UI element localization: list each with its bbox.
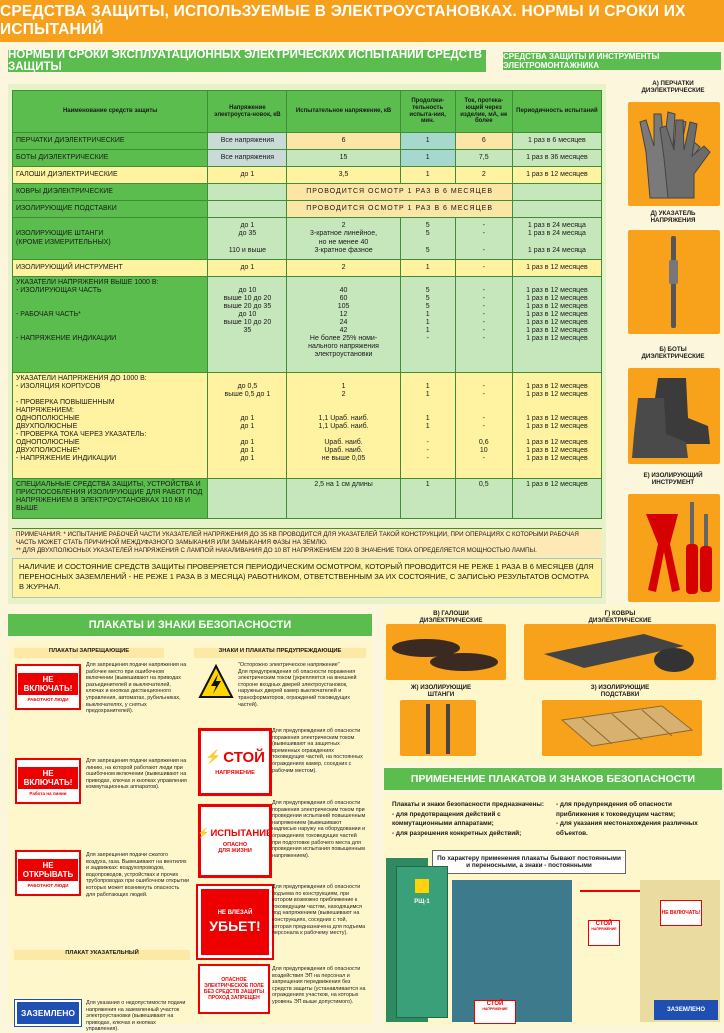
desc-sign4: Для указания о недопустимости подачи напряжения на заземленный участок электроустановки (вывешивают на приводах, ключах и кнопках управления). — [86, 1000, 186, 1033]
row-duration: 1 1 1 1 - - - — [400, 373, 455, 479]
table-row — [13, 201, 602, 218]
row-period: 1 раз в 24 месяца 1 раз в 24 месяца 1 раз в 24 месяца — [512, 218, 601, 260]
sign-sub-text: НАПРЯЖЕНИЕ — [482, 1007, 508, 1011]
desc-stop: Для предупреждения об опасности поражения электрическим током (вывешивают на защитных временных ограждениях токоведущих частей, на постоянных ограждениях камер, соседних с рабочим местом). — [272, 728, 363, 774]
row-name: ИЗОЛИРУЮЩИЕ ШТАНГИ (КРОМЕ ИЗМЕРИТЕЛЬНЫХ) — [13, 218, 208, 260]
row-duration: 1 — [400, 479, 455, 519]
warning-triangle — [198, 664, 234, 700]
row-name: БОТЫ ДИЭЛЕКТРИЧЕСКИЕ — [13, 150, 208, 167]
galoshes-icon — [386, 624, 506, 680]
posters-section-title: ПЛАКАТЫ И ЗНАКИ БЕЗОПАСНОСТИ — [8, 614, 372, 636]
row-voltage: Все напряжения — [208, 150, 287, 167]
carpets-image — [524, 624, 716, 680]
pliers-icon — [628, 494, 720, 602]
warning-subheading: ЗНАКИ И ПЛАКАТЫ ПРЕДУПРЕЖДАЮЩИЕ — [194, 648, 366, 658]
row-current: - - - — [455, 218, 512, 260]
usage-right-line: - для предупреждения об опасности приближения к токоведущим частям; — [556, 801, 676, 818]
galoshes-image — [386, 624, 506, 680]
desc-sign1: Для запрещения подачи напряжения на рабочее место при ошибочном включении (вывешивают на приводах разъединителей и выключателей, ключах и кнопках дистанционного управления, автоматах, рубильниках, выключателях, у снятых предохранителей). — [86, 662, 187, 715]
sign-main-text: ИСПЫТАНИЕ — [210, 828, 273, 839]
boots-image — [628, 368, 720, 464]
usage-right-text — [556, 800, 716, 838]
desc-test: Для предупреждения об опасности поражения электрическим током при проведении испытаний повышенным напряжением (вывешивают надписью наружу на оборудовании и ограждениях токоведущих частей при подготовке рабочего места для проведения испытания повышенным напряжением). — [272, 800, 366, 859]
table-row — [13, 373, 602, 479]
sign-main-text: СТОЙ — [223, 748, 265, 766]
row-duration: 1 — [400, 260, 455, 277]
row-current: - - - - - - - — [455, 277, 512, 373]
sign-sub-text: РАБОТАЮТ ЛЮДИ — [27, 882, 69, 888]
row-period: 1 раз в 36 месяцев — [512, 150, 601, 167]
row-voltage: до 0,5 выше 0,5 до 1 до 1 до 1 до 1 до 1 до 1 — [208, 373, 287, 479]
sign-stoy — [198, 728, 272, 796]
row-current: 7,5 — [455, 150, 512, 167]
sign-ne-otkryvat — [15, 850, 81, 896]
usage-left-text — [392, 800, 552, 838]
row-test: 3,5 — [287, 167, 400, 184]
high-voltage-warning-icon — [198, 664, 234, 700]
tool-label-rods: Ж) ИЗОЛИРУЮЩИЕ ШТАНГИ — [410, 684, 472, 699]
lightning-icon: ⚡ — [205, 749, 222, 764]
row-duration: 5 5 5 1 1 1 - — [400, 277, 455, 373]
row-duration: 1 — [400, 167, 455, 184]
sign-sub-text: ОПАСНО ДЛЯ ЖИЗНИ — [218, 842, 252, 854]
stands-image — [542, 700, 702, 756]
insulating-stand-icon — [542, 700, 702, 756]
usage-middle-box: По характеру применения плакаты бывают постоянными и переносными, а знаки - постоянными — [432, 850, 626, 874]
table-row — [13, 479, 602, 519]
row-test: 40 60 105 12 24 42 Не более 25% номи- нального напряжения электроустановки — [287, 277, 400, 373]
row-name: УКАЗАТЕЛИ НАПРЯЖЕНИЯ ДО 1000 В: - ИЗОЛЯЦИЯ КОРПУСОВ - ПРОВЕРКА ПОВЫШЕННЫМ НАПРЯЖЕНИЕМ: ОДНОПОЛЮСНЫЕ ДВУХПОЛЮСНЫЕ - ПРОВЕРКА ТОКА ЧЕРЕЗ УКАЗАТЕЛЬ: ОДНОПОЛЮСНЫЕ ДВУХПОЛЮСНЫЕ* - НАПРЯЖЕНИЕ ИНДИКАЦИИ — [13, 373, 208, 479]
sign-ne-vklyuchat-line — [15, 758, 81, 804]
usage-left-line: - для предотвращения действий с коммутационными аппаратами; — [392, 810, 501, 828]
table-row — [13, 184, 602, 201]
voltage-indicator-icon — [628, 230, 720, 334]
row-current: - - - - 0,6 10 - — [455, 373, 512, 479]
row-span-text: ПРОВОДИТСЯ ОСМОТР 1 РАЗ В 6 МЕСЯЦЕВ — [287, 201, 512, 218]
row-test: 2 — [287, 260, 400, 277]
sign-ne-vklyuchat-people — [15, 664, 81, 710]
usage-left-line: Плакаты и знаки безопасности предназначены: — [392, 801, 544, 808]
table-row — [13, 150, 602, 167]
table-row — [13, 260, 602, 277]
tool-label-gloves: А) ПЕРЧАТКИ ДИЭЛЕКТРИЧЕСКИЕ — [641, 80, 705, 95]
table-row — [13, 167, 602, 184]
sign-main-text: УБЬЕТ! — [209, 918, 261, 934]
row-name: СПЕЦИАЛЬНЫЕ СРЕДСТВА ЗАЩИТЫ, УСТРОЙСТВА И ПРИСПОСОБЛЕНИЯ ИЗОЛИРУЮЩИЕ ДЛЯ РАБОТ ПОД НАПРЯЖЕНИЕМ В ЭЛЕКТРОУСТАНОВКАХ 110 КВ И ВЫШЕ — [13, 479, 208, 519]
sign-main-text: НЕ ВКЛЮЧАТЬ! — [18, 673, 78, 695]
col-header-current: Ток, протека-ющий через изделие, мА, не более — [455, 91, 512, 133]
insulating-rods-icon — [400, 700, 476, 756]
boots-icon — [628, 368, 720, 464]
row-duration: 1 — [400, 150, 455, 167]
row-name: ГАЛОШИ ДИЭЛЕКТРИЧЕСКИЕ — [13, 167, 208, 184]
row-period: 1 раз в 12 месяцев — [512, 479, 601, 519]
sign-sub-text: НАПРЯЖЕНИЕ — [591, 927, 617, 931]
table-row — [13, 277, 602, 373]
lightning-icon: ⚡ — [197, 828, 210, 839]
indicative-subheading: ПЛАКАТ УКАЗАТЕЛЬНЫЙ — [14, 950, 190, 960]
tool-label-stands: З) ИЗОЛИРУЮЩИЕ ПОДСТАВКИ — [590, 684, 650, 699]
row-duration: 5 5 5 — [400, 218, 455, 260]
sign-ispytanie — [198, 804, 272, 878]
row-test: 15 — [287, 150, 400, 167]
indicator-image — [628, 230, 720, 334]
desc-area: Для предупреждения об опасности воздействия ЭП на персонал и запрещения передвижения без средств защиты (устанавливается на ограждениях участков, на которых уровень ЭП выше допустимого). — [272, 966, 366, 1005]
sign-main-text: НЕ ВКЛЮЧАТЬ! — [18, 767, 78, 789]
tool-label-boots: Б) БОТЫ ДИЭЛЕКТРИЧЕСКИЕ — [641, 346, 705, 361]
row-name: КОВРЫ ДИЭЛЕКТРИЧЕСКИЕ — [13, 184, 208, 201]
tool-label-instrument: Е) ИЗОЛИРУЮЩИЙ ИНСТРУМЕНТ — [643, 472, 703, 487]
sign-main-text: СТОЙ — [486, 1001, 504, 1007]
col-header-name: Наименование средств защиты — [13, 91, 208, 133]
table-row — [13, 218, 602, 260]
instrument-image — [628, 494, 720, 602]
gloves-icon — [628, 102, 720, 206]
row-period: 1 раз в 12 месяцев 1 раз в 12 месяцев 1 раз в 12 месяцев 1 раз в 12 месяцев 1 раз в 12 месяцев 1 раз в 12 месяцев 1 раз в 12 месяцев — [512, 277, 601, 373]
sign-main-text: СТОЙ — [595, 921, 613, 927]
usage-right-line: - для указания местонахождения различных объектов. — [556, 820, 698, 837]
row-voltage: до 10 выше 10 до 20 выше 20 до 35 до 10 выше 10 до 20 35 — [208, 277, 287, 373]
tools-section-title: СРЕДСТВА ЗАЩИТЫ И ИНСТРУМЕНТЫ ЭЛЕКТРОМОНТАЖНИКА — [503, 52, 721, 70]
tool-label-galoshes: В) ГАЛОШИ ДИЭЛЕКТРИЧЕСКИЕ — [419, 610, 483, 625]
row-name: ПЕРЧАТКИ ДИЭЛЕКТРИЧЕСКИЕ — [13, 133, 208, 150]
col-header-duration: Продолжи-тельность испыта-ния, мин. — [400, 91, 455, 133]
rods-image — [400, 700, 476, 756]
row-period: 1 раз в 6 месяцев — [512, 133, 601, 150]
row-current: 0,5 — [455, 479, 512, 519]
inspection-note: НАЛИЧИЕ И СОСТОЯНИЕ СРЕДСТВ ЗАЩИТЫ ПРОВЕРЯЕТСЯ ПЕРИОДИЧЕСКИМ ОСМОТРОМ, КОТОРЫЙ ПРОВОДИТСЯ НЕ РЕЖЕ 1 РАЗА В 6 МЕСЯЦЕВ (ДЛЯ ПЕРЕНОСНЫХ ЗАЗЕМЛЕНИЙ - НЕ РЕЖЕ 1 РАЗА В 3 МЕСЯЦА) РАБОТНИКОМ, ОТВЕТСТВЕННЫМ ЗА ИХ СОСТОЯНИЕ, С ЗАПИСЬЮ РЕЗУЛЬТАТОВ ОСМОТРА В ЖУРНАЛ. — [12, 558, 602, 598]
warning-sticker-icon: ⚡ — [415, 880, 429, 891]
row-name: ИЗОЛИРУЮЩИЕ ПОДСТАВКИ — [13, 201, 208, 218]
row-duration: 1 — [400, 133, 455, 150]
sign-top-text: НЕ ВЛЕЗАЙ — [217, 910, 253, 916]
row-current: - — [455, 260, 512, 277]
row-period: 1 раз в 12 месяцев 1 раз в 12 месяцев 1 раз в 12 месяцев 1 раз в 12 месяцев 1 раз в 12 месяцев 1 раз в 12 месяцев 1 раз в 12 месяцев — [512, 373, 601, 479]
prohibit-subheading: ПЛАКАТЫ ЗАПРЕЩАЮЩИЕ — [14, 648, 164, 658]
tool-label-carpets: Г) КОВРЫ ДИЭЛЕКТРИЧЕСКИЕ — [588, 610, 652, 625]
barrier-rope — [580, 890, 640, 892]
table-notes: ПРИМЕЧАНИЯ: * ИСПЫТАНИЕ РАБОЧЕЙ ЧАСТИ УКАЗАТЕЛЕЙ НАПРЯЖЕНИЯ ДО 35 КВ ПРОВОДИТСЯ ДЛЯ УКАЗАТЕЛЕЙ ТАКОЙ КОНСТРУКЦИИ, ПРИ ОПЕРАЦИЯХ С КОТОРЫМИ РАБОЧАЯ ЧАСТЬ МОЖЕТ СТАТЬ ПРИЧИНОЙ МЕЖДУФАЗНОГО ЗАМЫКАНИЯ ИЛИ ЗАМЫКАНИЯ ФАЗЫ НА ЗЕМЛЮ. ** ДЛЯ ДВУХПОЛЮСНЫХ УКАЗАТЕЛЕЙ НАПРЯЖЕНИЯ С ЛАМПОЙ НАКАЛИВАНИЯ ДО 10 ВТ НАПРЯЖЕНИЕМ 220 В ЗНАЧЕНИЕ ТОКА ОПРЕДЕЛЯЕТСЯ МОЩНОСТЬЮ ЛАМПЫ. — [12, 528, 602, 556]
row-voltage: до 1 до 35 110 и выше — [208, 218, 287, 260]
row-current: 6 — [455, 133, 512, 150]
col-header-voltage: Напряжение электроуста-новок, кВ — [208, 91, 287, 133]
row-name: ИЗОЛИРУЮЩИЙ ИНСТРУМЕНТ — [13, 260, 208, 277]
usage-section-title: ПРИМЕНЕНИЕ ПЛАКАТОВ И ЗНАКОВ БЕЗОПАСНОСТИ — [384, 768, 722, 790]
norms-section-title: НОРМЫ И СРОКИ ЭКСПЛУАТАЦИОННЫХ ЭЛЕКТРИЧЕСКИХ ИСПЫТАНИЙ СРЕДСТВ ЗАЩИТЫ — [8, 50, 486, 72]
cabinet-illustration — [396, 866, 448, 1018]
desc-sign3: Для запрещения подачи сжатого воздуха, газа. Вывешивают на вентилях и задвижках: воздухопроводов, водопроводов, устройствах и прочих трубопроводах при ошибочном открытии которых может возникнуть опасность для работающих людей. — [86, 852, 189, 898]
row-period: 1 раз в 12 месяцев — [512, 260, 601, 277]
usage-left-line: - для разрешения конкретных действий; — [392, 829, 522, 837]
small-stop-sign — [474, 1000, 516, 1024]
row-period: 1 раз в 12 месяцев — [512, 167, 601, 184]
table-row — [13, 133, 602, 150]
desc-kill: Для предупреждения об опасности подъема по конструкциям, при котором возможно приближение к токоведущим частям, находящимся под напряжением (вывешивают на конструкциях, соседних с той, которая предназначена для подъема персонала к рабочему месту). — [272, 884, 366, 937]
row-voltage: до 1 — [208, 260, 287, 277]
small-stop-sign-2 — [588, 920, 620, 946]
row-voltage: Все напряжения — [208, 133, 287, 150]
row-voltage: до 1 — [208, 167, 287, 184]
row-span-text: ПРОВОДИТСЯ ОСМОТР 1 РАЗ В 6 МЕСЯЦЕВ — [287, 184, 512, 201]
row-current: 2 — [455, 167, 512, 184]
sign-sub-text: НАПРЯЖЕНИЕ — [215, 769, 255, 776]
small-zazemleno-sign: ЗАЗЕМЛЕНО — [654, 1000, 718, 1020]
sign-sub-text: РАБОТАЮТ ЛЮДИ — [27, 696, 69, 702]
carpet-roll-icon — [524, 624, 716, 680]
row-test: 1 2 1,1 Uраб. наиб. 1,1 Uраб. наиб. Uраб. наиб. Uраб. наиб. не выше 0,05 — [287, 373, 400, 479]
sign-zazemleno: ЗАЗЕМЛЕНО — [15, 1000, 81, 1026]
gloves-image — [628, 102, 720, 206]
norms-table — [12, 90, 602, 519]
sign-main-text: НЕ ОТКРЫВАТЬ — [18, 859, 78, 881]
main-title: СРЕДСТВА ЗАЩИТЫ, ИСПОЛЬЗУЕМЫЕ В ЭЛЕКТРОУСТАНОВКАХ. НОРМЫ И СРОКИ ИХ ИСПЫТАНИЙ — [0, 0, 724, 42]
row-name: УКАЗАТЕЛИ НАПРЯЖЕНИЯ ВЫШЕ 1000 В: - ИЗОЛИРУЮЩАЯ ЧАСТЬ - РАБОЧАЯ ЧАСТЬ* - НАПРЯЖЕНИЕ ИНДИКАЦИИ — [13, 277, 208, 373]
row-test: 2 3-кратное линейное, но не менее 40 3-кратное фазное — [287, 218, 400, 260]
col-header-period: Периодичность испытаний — [512, 91, 601, 133]
desc-sign2: Для запрещения подачи напряжения на линию, на которой работают люди при ошибочном включении (вывешивают на приводах, ключах и кнопках управления коммутационных аппаратов). — [86, 758, 187, 791]
tool-label-indicator: Д) УКАЗАТЕЛЬ НАПРЯЖЕНИЯ — [650, 210, 696, 225]
row-test: 2,5 на 1 см длины — [287, 479, 400, 519]
sign-dangerous-field: ОПАСНОЕ ЭЛЕКТРИЧЕСКОЕ ПОЛЕ БЕЗ СРЕДСТВ ЗАЩИТЫ ПРОХОД ЗАПРЕЩЕН — [198, 964, 270, 1014]
col-header-test-voltage: Испытательное напряжение, кВ — [287, 91, 400, 133]
small-ne-vklyuchat-sign: НЕ ВКЛЮЧАТЬ! — [660, 900, 702, 926]
desc-warning-triangle: "Осторожно электрическое напряжение" Для предупреждения об опасности поражения электрическим током (укрепляется на внешней стороне входных дверей электроустановок, наружных дверей камер выключателей и трансформаторов, ограждений токоведущих частей). — [238, 662, 357, 708]
cabinet-label: РЩ-1 — [414, 899, 430, 905]
sign-sub-text: Работа на линии — [29, 790, 67, 796]
row-test: 6 — [287, 133, 400, 150]
sign-ne-vlezay — [198, 886, 272, 958]
